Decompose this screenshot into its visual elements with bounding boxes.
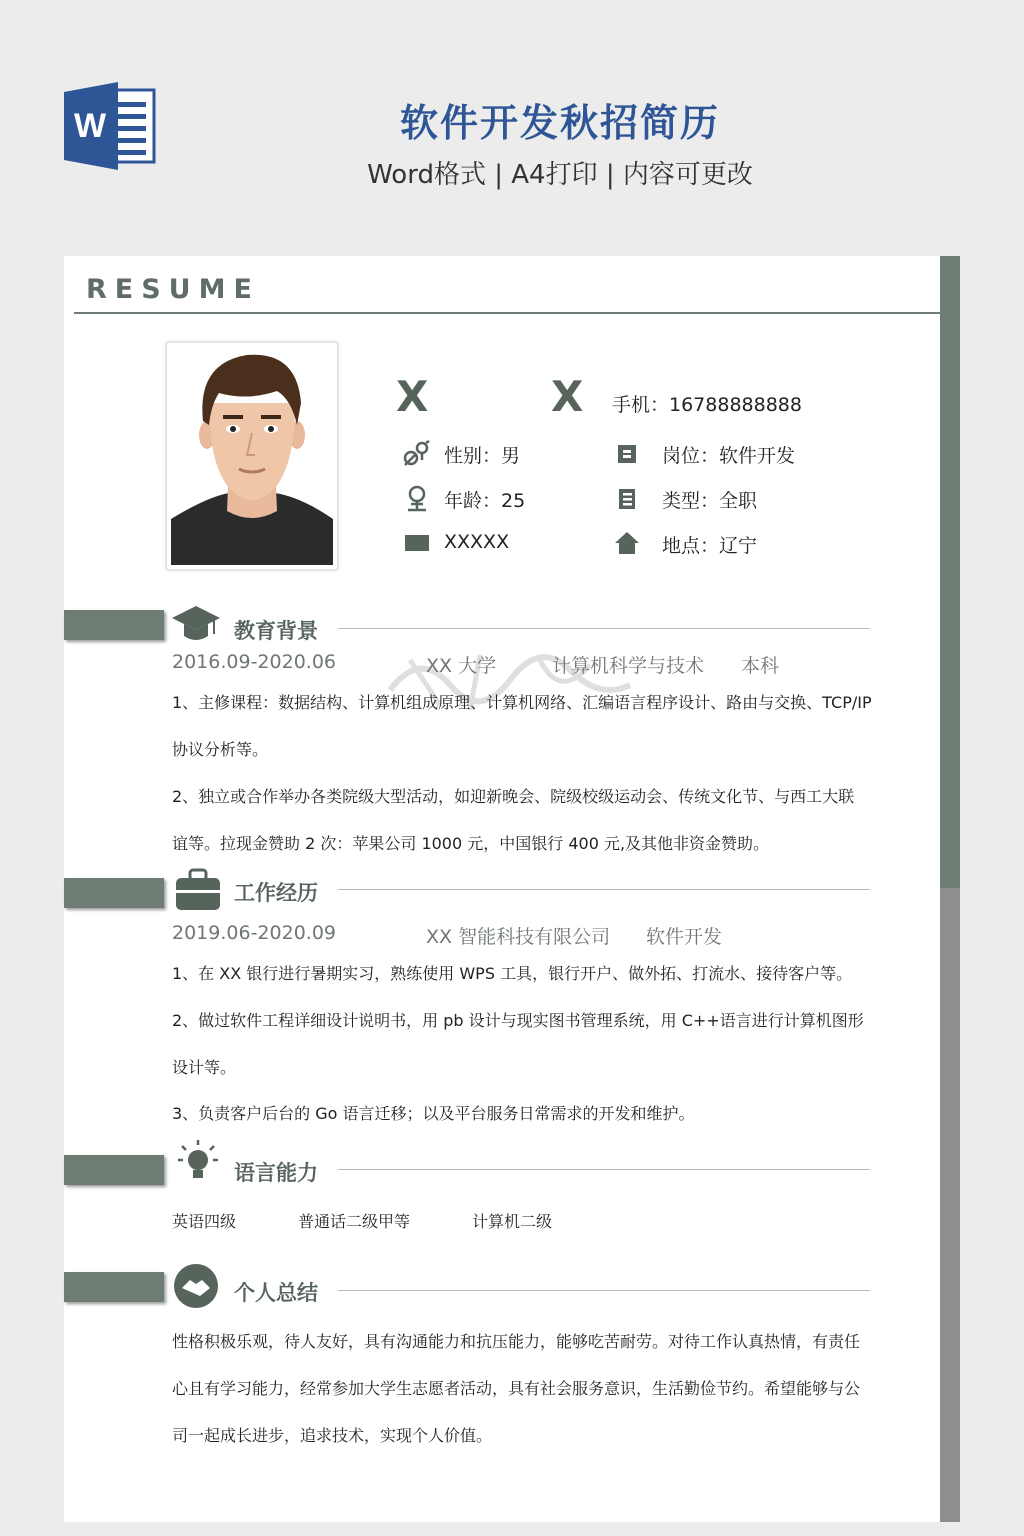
education-degree: 本科 bbox=[741, 655, 780, 677]
word-logo-icon bbox=[64, 82, 156, 170]
page-title: 软件开发秋招简历 bbox=[399, 101, 720, 145]
education-line-3: 2、独立或合作举办各类院级大型活动，如迎新晚会、院级校级运动会、传统文化节、与西工大联 bbox=[172, 787, 855, 806]
location-text: 地点：辽宁 bbox=[662, 535, 758, 557]
age-text: 年龄：25 bbox=[444, 490, 526, 512]
page-subtitle: Word格式 | A4打印 | 内容可更改 bbox=[367, 160, 753, 190]
section-tab-work bbox=[64, 878, 164, 908]
side-bar-bottom bbox=[940, 888, 960, 1522]
education-line-2: 协议分析等。 bbox=[172, 740, 269, 759]
section-tab-education bbox=[64, 610, 164, 640]
graduation-cap-icon bbox=[172, 602, 220, 650]
work-line-1: 1、在 XX 银行进行暑期实习，熟练使用 WPS 工具，银行开户、做外拓、打流水、接待客户等。 bbox=[172, 964, 853, 983]
side-bar-top bbox=[940, 256, 960, 888]
summary-line-1: 性格积极乐观，待人友好，具有沟通能力和抗压能力，能够吃苦耐劳。对待工作认真热情，有责任 bbox=[172, 1332, 861, 1351]
education-school: XX 大学 bbox=[426, 655, 497, 677]
summary-line-3: 司一起成长进步，追求技术，实现个人价值。 bbox=[172, 1426, 493, 1445]
section-rule-work bbox=[338, 889, 870, 890]
work-period: 2019.06-2020.09 bbox=[172, 922, 336, 944]
education-period: 2016.09-2020.06 bbox=[172, 651, 336, 673]
age-icon bbox=[402, 484, 428, 510]
work-line-3: 设计等。 bbox=[172, 1058, 237, 1077]
section-title-language: 语言能力 bbox=[234, 1161, 318, 1185]
language-item-3: 计算机二级 bbox=[472, 1212, 553, 1231]
lightbulb-icon bbox=[176, 1138, 224, 1186]
home-icon bbox=[614, 530, 640, 556]
section-rule-language bbox=[338, 1169, 870, 1170]
work-role: 软件开发 bbox=[646, 926, 723, 948]
education-major: 计算机科学与技术 bbox=[552, 655, 705, 677]
section-tab-language bbox=[64, 1155, 164, 1185]
language-item-2: 普通话二级甲等 bbox=[298, 1212, 411, 1231]
section-title-education: 教育背景 bbox=[234, 619, 318, 643]
handshake-icon bbox=[172, 1262, 220, 1310]
gender-icon bbox=[402, 440, 428, 466]
section-rule-summary bbox=[338, 1290, 870, 1291]
avatar bbox=[166, 342, 338, 570]
briefcase-icon bbox=[174, 868, 222, 916]
section-title-summary: 个人总结 bbox=[234, 1281, 318, 1305]
resume-label: RESUME bbox=[86, 274, 260, 305]
work-company: XX 智能科技有限公司 bbox=[426, 926, 611, 948]
candidate-name: X X bbox=[396, 372, 638, 421]
position-icon bbox=[614, 441, 640, 467]
summary-line-2: 心且有学习能力，经常参加大学生志愿者活动，具有社会服务意识，生活勤俭节约。希望能够与公 bbox=[172, 1379, 861, 1398]
phone-text: 手机：16788888888 bbox=[612, 394, 802, 416]
email-text: XXXXX bbox=[444, 531, 510, 553]
gender-text: 性别：男 bbox=[444, 445, 521, 467]
work-line-4: 3、负责客户后台的 Go 语言迁移；以及平台服务日常需求的开发和维护。 bbox=[172, 1104, 695, 1123]
resume-rule bbox=[74, 312, 940, 314]
section-rule-education bbox=[338, 628, 870, 629]
section-tab-summary bbox=[64, 1272, 164, 1302]
section-title-work: 工作经历 bbox=[234, 881, 318, 905]
language-item-1: 英语四级 bbox=[172, 1212, 237, 1231]
position-text: 岗位：软件开发 bbox=[662, 445, 796, 467]
word-logo-letter: W bbox=[73, 107, 107, 145]
type-icon bbox=[614, 486, 640, 512]
type-text: 类型：全职 bbox=[662, 490, 758, 512]
email-icon bbox=[404, 532, 430, 558]
work-line-2: 2、做过软件工程详细设计说明书，用 pb 设计与现实图书管理系统，用 C++语言进行计算机图形 bbox=[172, 1011, 864, 1030]
education-line-4: 谊等。拉现金赞助 2 次：苹果公司 1000 元，中国银行 400 元,及其他非资金赞助。 bbox=[172, 834, 770, 853]
education-line-1: 1、主修课程：数据结构、计算机组成原理、计算机网络、汇编语言程序设计、路由与交换、TCP/IP bbox=[172, 693, 872, 712]
